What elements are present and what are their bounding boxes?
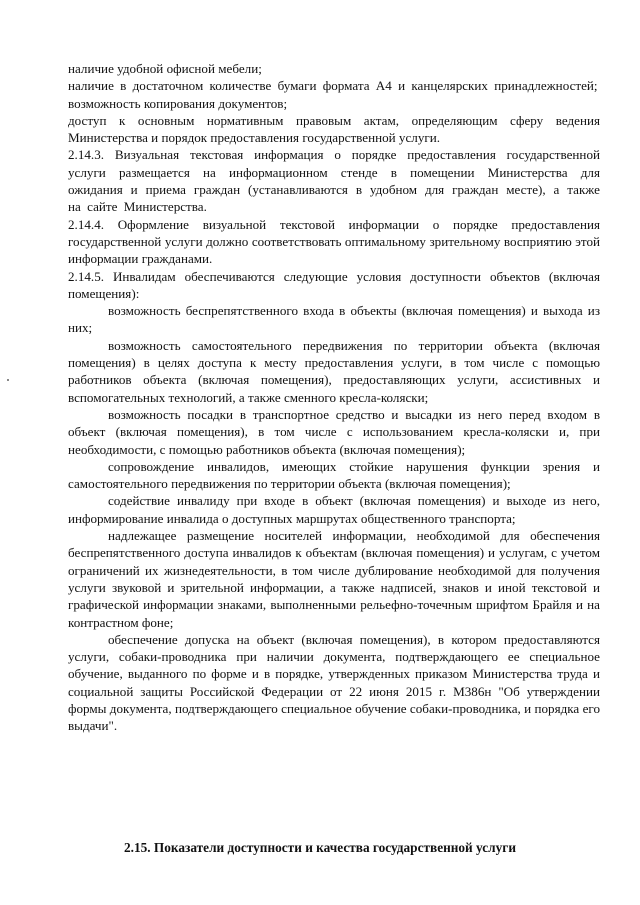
paragraph-information: надлежащее размещение носителей информации, необходимой для обеспечения беспрепятственного доступа инвалидов к объектам (включая помещения) и услугам, с учетом ограничений их жизнедеятельности, в том числе дублирование необходимой для получения услуги звуковой и зрительной информации, а также надписей, знаков и иной текстовой и графической информации знаками, выполненными рельефно-точечным шрифтом Брайля и на контрастном фоне; bbox=[68, 528, 600, 630]
document-body bbox=[68, 60, 600, 735]
paragraph-transport: возможность посадки в транспортное средство и высадки из него перед входом в объект (включая помещения), в том числе с использованием кресла-коляски и, при необходимости, с помощью работников объекта (включая помещения); bbox=[68, 406, 600, 457]
paragraph-copying: возможность копирования документов; bbox=[68, 95, 288, 111]
section-heading: 2.15. Показатели доступности и качества государственной услуги bbox=[123, 840, 516, 855]
paragraph-guide-dog: обеспечение допуска на объект (включая помещения), в котором предоставляются услуги, собаки-проводника при наличии документа, подтверждающего ее специальное обучение, выданного по форме и в порядке, утвержденных приказом Министерства труда и социальной защиты Российской Федерации от 22 июня 2015 г. М386н "Об утверждении формы документа, подтверждающего специальное обучение собаки-проводника, и порядка его выдачи". bbox=[68, 631, 600, 734]
paragraph-escort: сопровождение инвалидов, имеющих стойкие нарушения функции зрения и самостоятельного передвижения по территории объекта (включая помещения); bbox=[68, 458, 600, 492]
scan-speck bbox=[7, 379, 9, 381]
paragraph-assistance: содействие инвалиду при входе в объект (включая помещения) и выходе из него, информирование инвалида о доступных маршрутах общественного транспорта; bbox=[68, 493, 600, 526]
paragraph-paper: наличие в достаточном количестве бумаги формата А4 и канцелярских принадлежностей; bbox=[68, 78, 598, 94]
paragraph-2-14-3: 2.14.3. Визуальная текстовая информация о порядке предоставления государственной услуги размещается на информационном стенде в помещении Министерства для ожидания и приема граждан (устанавливаются в удобном для граждан месте), а также на сайте Министерства. bbox=[68, 147, 600, 215]
paragraph-legal-acts: доступ к основным нормативным правовым актам, определяющим сферу ведения Министерства и порядок предоставления государственной услуги. bbox=[68, 112, 600, 146]
paragraph-2-14-5: 2.14.5. Инвалидам обеспечиваются следующие условия доступности объектов (включая помещения): bbox=[68, 268, 600, 301]
paragraph-movement: возможность самостоятельного передвижения по территории объекта (включая помещения) в целях доступа к месту предоставления услуги, в том числе с помощью работников объекта (включая помещения), предоставляющих услуги, ассистивных и вспомогательных технологий, а также сменного кресла-коляски; bbox=[68, 337, 600, 405]
paragraph-furniture: наличие удобной офисной мебели; bbox=[68, 61, 262, 76]
paragraph-2-14-4: 2.14.4. Оформление визуальной текстовой информации о порядке предоставления государственной услуги должно соответствовать оптимальному зрительному восприятию этой информации гражданами. bbox=[68, 216, 600, 267]
paragraph-entry: возможность беспрепятственного входа в объекты (включая помещения) и выхода из них; bbox=[68, 303, 600, 336]
